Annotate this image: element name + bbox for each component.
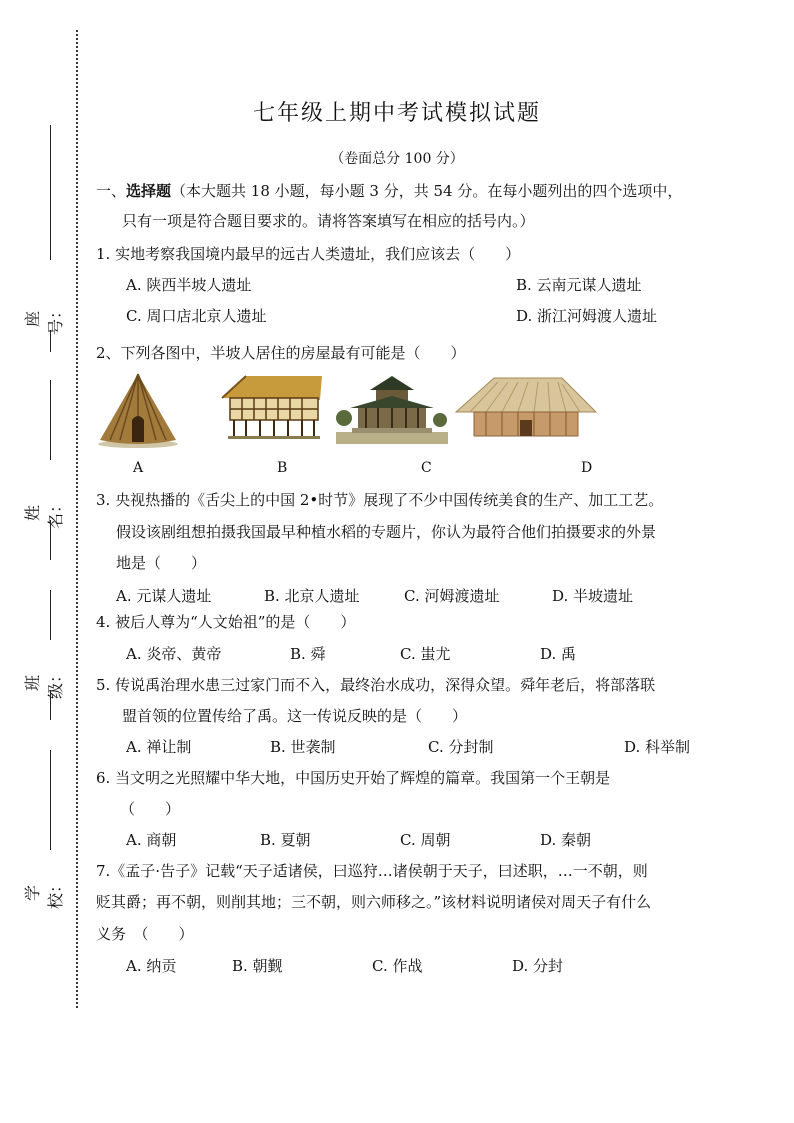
question-4-option-d[interactable]: D. 禹 bbox=[540, 645, 577, 663]
question-6-option-d[interactable]: D. 秦朝 bbox=[540, 831, 592, 849]
school-blank[interactable] bbox=[50, 750, 51, 850]
name-blank[interactable] bbox=[50, 380, 51, 460]
question-3-line-1: 3. 央视热播的《舌尖上的中国 2•时节》展现了不少中国传统美食的生产、加工工艺。 bbox=[96, 491, 664, 509]
name-blank-tail bbox=[50, 520, 51, 560]
longhouse-image-d[interactable] bbox=[450, 372, 600, 442]
question-7-line-2: 贬其爵；再不朝，则削其地；三不朝，则六师移之。”该材料说明诸侯对周天子有什么 bbox=[96, 893, 652, 911]
question-7-option-d[interactable]: D. 分封 bbox=[512, 957, 564, 975]
question-5-line-1: 5. 传说禹治理水患三过家门而不入，最终治水成功，深得众望。舜年老后，将部落联 bbox=[96, 676, 656, 694]
seat-blank[interactable] bbox=[50, 125, 51, 260]
question-3-option-d[interactable]: D. 半坡遗址 bbox=[552, 587, 634, 605]
section-title: 选择题 bbox=[126, 182, 172, 200]
question-5-option-c[interactable]: C. 分封制 bbox=[428, 738, 494, 756]
image-label-c: C bbox=[421, 460, 432, 476]
question-4-option-c[interactable]: C. 蚩尤 bbox=[400, 645, 451, 663]
question-1-option-b[interactable]: B. 云南元谋人遗址 bbox=[516, 276, 642, 294]
question-1-option-d[interactable]: D. 浙江河姆渡人遗址 bbox=[516, 307, 658, 325]
stilt-house-image-b[interactable] bbox=[216, 372, 326, 442]
name-label: 姓名： bbox=[23, 496, 65, 529]
binding-dotted-line bbox=[76, 30, 78, 1008]
question-1-option-a[interactable]: A. 陕西半坡人遗址 bbox=[126, 276, 252, 294]
question-3-line-2: 假设该剧组想拍摄我国最早种植水稻的专题片，你认为最符合他们拍摄要求的外景 bbox=[116, 523, 657, 541]
question-4-option-b[interactable]: B. 舜 bbox=[290, 645, 326, 663]
school-label: 学校： bbox=[23, 876, 65, 909]
page-subtitle: （卷面总分 100 分） bbox=[330, 151, 464, 167]
question-1-option-c[interactable]: C. 周口店北京人遗址 bbox=[126, 307, 267, 325]
section-instructions: （本大题共 18 小题，每小题 3 分，共 54 分。在每小题列出的四个选项中， bbox=[171, 182, 683, 200]
class-blank-tail bbox=[50, 690, 51, 720]
question-4-option-a[interactable]: A. 炎帝、黄帝 bbox=[126, 645, 222, 663]
question-7-line-1: 7.《孟子·告子》记载“天子适诸侯，曰巡狩…诸侯朝于天子，曰述职，…一不朝，则 bbox=[96, 862, 648, 880]
question-6-line-2: （ ） bbox=[120, 800, 181, 818]
page-title: 七年级上期中考试模拟试题 bbox=[252, 101, 541, 126]
question-5-option-b[interactable]: B. 世袭制 bbox=[270, 738, 336, 756]
question-5-line-2: 盟首领的位置传给了禹。这一传说反映的是（ ） bbox=[122, 707, 468, 725]
question-1-stem: 1. 实地考察我国境内最早的远古人类遗址，我们应该去（ ） bbox=[96, 245, 521, 263]
question-6-option-c[interactable]: C. 周朝 bbox=[400, 831, 451, 849]
section-instructions-line2: 只有一项是符合题目要求的。请将答案填写在相应的括号内。） bbox=[122, 212, 535, 230]
question-6-option-b[interactable]: B. 夏朝 bbox=[260, 831, 311, 849]
question-7-option-c[interactable]: C. 作战 bbox=[372, 957, 423, 975]
question-4-stem: 4. 被后人尊为“人文始祖”的是（ ） bbox=[96, 613, 356, 631]
image-label-d: D bbox=[581, 460, 593, 476]
seat-blank-tail bbox=[50, 330, 51, 352]
question-3-option-a[interactable]: A. 元谋人遗址 bbox=[116, 587, 212, 605]
question-6-option-a[interactable]: A. 商朝 bbox=[126, 831, 177, 849]
class-blank[interactable] bbox=[50, 590, 51, 640]
question-7-option-b[interactable]: B. 朝觐 bbox=[232, 957, 283, 975]
image-label-a: A bbox=[133, 460, 144, 476]
image-label-b: B bbox=[277, 460, 288, 476]
question-3-option-c[interactable]: C. 河姆渡遗址 bbox=[404, 587, 500, 605]
section-heading bbox=[96, 181, 682, 201]
question-3-line-3: 地是（ ） bbox=[116, 554, 207, 572]
question-3-option-b[interactable]: B. 北京人遗址 bbox=[264, 587, 360, 605]
question-5-option-a[interactable]: A. 禅让制 bbox=[126, 738, 192, 756]
palace-image-c[interactable] bbox=[336, 374, 448, 444]
question-7-line-3: 义务 （ ） bbox=[96, 925, 194, 943]
question-2-stem: 2、下列各图中，半坡人居住的房屋最有可能是（ ） bbox=[96, 344, 466, 362]
hut-image-a[interactable] bbox=[96, 370, 180, 450]
class-label: 班级： bbox=[23, 666, 65, 699]
section-number: 一、 bbox=[96, 182, 127, 200]
seat-label: 座号： bbox=[23, 302, 65, 335]
question-6-line-1: 6. 当文明之光照耀中华大地，中国历史开始了辉煌的篇章。我国第一个王朝是 bbox=[96, 769, 611, 787]
question-7-option-a[interactable]: A. 纳贡 bbox=[126, 957, 177, 975]
question-5-option-d[interactable]: D. 科举制 bbox=[624, 738, 691, 756]
